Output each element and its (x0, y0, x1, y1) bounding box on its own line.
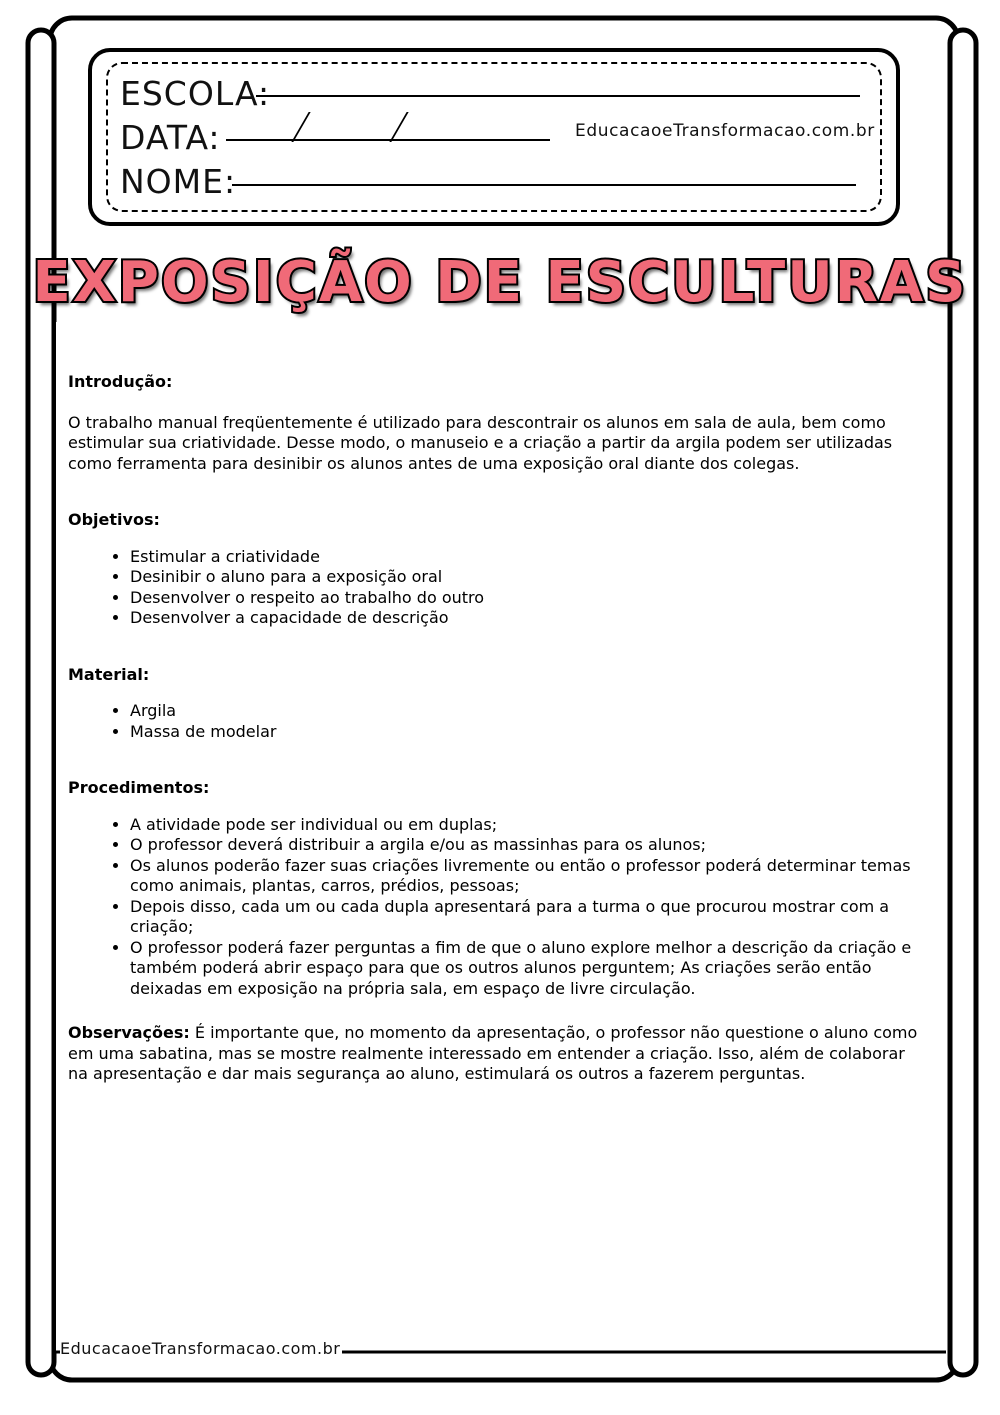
objetivos-list (68, 547, 928, 629)
material-list (68, 701, 928, 742)
introducao-text: O trabalho manual freqüentemente é utilizado para descontrair os alunos em sala de aula, bem como estimular sua criatividade. Desse modo, o manuseio e a criação a partir da argila podem ser utilizadas como ferramenta para desinibir os alunos antes de uma exposição oral diante dos colegas. (68, 412, 893, 473)
list-item: • O professor poderá fazer perguntas a fim de que o aluno explore melhor a descrição da criação e também poderá abrir espaço para que os outros alunos perguntem; As criações serão então deixadas em exposição na própria sala, em espaço de livre circulação. (130, 938, 928, 1000)
data-label: DATA: (120, 118, 221, 157)
lesson-content (68, 372, 928, 1085)
nome-line[interactable] (232, 184, 856, 186)
header-website: EducacaoeTransformacao.com.br (575, 121, 875, 141)
list-item: • Argila (130, 701, 928, 722)
procedimentos-heading: Procedimentos: (68, 778, 210, 797)
material-heading: Material: (68, 664, 150, 684)
list-item: • Os alunos poderão fazer suas criações livremente ou então o professor poderá determinar temas como animais, plantas, carros, prédios, pessoas; (130, 856, 928, 897)
page-title: EXPOSIÇÃO DE ESCULTURAS (32, 250, 968, 315)
procedimentos-list (68, 815, 928, 1000)
list-item: • Depois disso, cada um ou cada dupla apresentará para a turma o que procurou mostrar com a criação; (130, 897, 928, 938)
footer-website: EducacaoeTransformacao.com.br (60, 1339, 341, 1358)
data-line[interactable] (226, 139, 550, 141)
escola-line[interactable] (256, 95, 860, 97)
list-item: • Desenvolver o respeito ao trabalho do outro (130, 588, 928, 609)
list-item: • Massa de modelar (130, 722, 928, 743)
objetivos-heading: Objetivos: (68, 510, 160, 529)
list-item: • O professor deverá distribuir a argila e/ou as massinhas para os alunos; (130, 835, 928, 856)
list-item: • A atividade pode ser individual ou em duplas; (130, 815, 928, 836)
list-item: • Desenvolver a capacidade de descrição (130, 608, 928, 629)
list-item: • Estimular a criatividade (130, 547, 928, 568)
observacoes-text: É importante que, no momento da apresentação, o professor não questione o aluno como em uma sabatina, mas se mostre realmente interessado em entender a criação. Isso, além de colaborar na apresentação e dar mais segurança ao aluno, estimulará os outros a fazerem perguntas. (68, 1023, 918, 1083)
list-item: • Desinibir o aluno para a exposição oral (130, 567, 928, 588)
observacoes-paragraph (68, 1023, 928, 1085)
nome-label: NOME: (120, 162, 237, 201)
introducao-heading: Introdução: (68, 372, 173, 391)
escola-label: ESCOLA: (120, 74, 271, 113)
observacoes-label: Observações: (68, 1023, 190, 1042)
